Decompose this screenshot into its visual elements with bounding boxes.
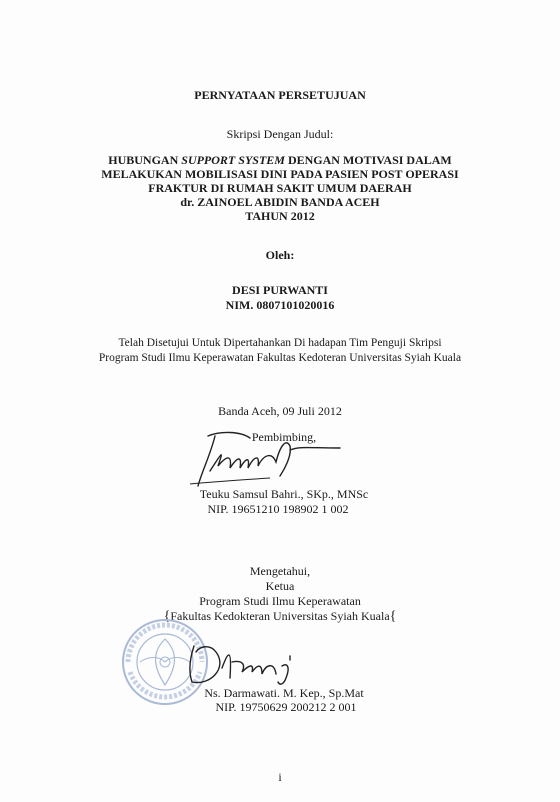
title-line3: FRAKTUR DI RUMAH SAKIT UMUM DAERAH bbox=[148, 181, 412, 195]
title-line5: TAHUN 2012 bbox=[245, 209, 315, 223]
known-label: Mengetahui, bbox=[249, 564, 311, 578]
approval-line2: Program Studi Ilmu Keperawatan Fakultas Kedoteran Universitas Syiah Kuala bbox=[98, 352, 462, 364]
author-name: DESI PURWANTI bbox=[232, 283, 328, 297]
place-date: Banda Aceh, 09 Juli 2012 bbox=[218, 404, 342, 418]
bracket-right-mark: { bbox=[389, 609, 397, 624]
title-line1-a: HUBUNGAN bbox=[108, 153, 179, 167]
page-number: i bbox=[278, 770, 282, 784]
by-label: Oleh: bbox=[265, 248, 295, 262]
head-unit2: {Fakultas Kedokteran Universitas Syiah Kuala{ bbox=[163, 609, 397, 624]
head-unit1: Program Studi Ilmu Keperawatan bbox=[199, 594, 361, 608]
thesis-title bbox=[0, 153, 560, 223]
advisor-name: Teuku Samsul Bahri., SKp., MNSc bbox=[199, 487, 369, 501]
head-role: Ketua bbox=[265, 579, 295, 593]
head-name: Ns. Darmawati. M. Kep., Sp.Mat bbox=[204, 686, 364, 700]
title-line2: MELAKUKAN MOBILISASI DINI PADA PASIEN POST OPERASI bbox=[101, 167, 459, 181]
title-line4: dr. ZAINOEL ABIDIN BANDA ACEH bbox=[180, 195, 380, 209]
author-nim: NIM. 0807101020016 bbox=[225, 298, 335, 312]
bracket-left-mark: { bbox=[163, 609, 171, 624]
page-heading: PERNYATAAN PERSETUJUAN bbox=[194, 88, 366, 102]
title-line1-c: DENGAN MOTIVASI DALAM bbox=[287, 153, 452, 167]
advisor-role: Pembimbing, bbox=[251, 430, 317, 444]
head-nip: NIP. 19750629 200212 2 001 bbox=[215, 700, 357, 714]
advisor-signature bbox=[180, 426, 350, 496]
advisor-nip: NIP. 19651210 198902 1 002 bbox=[207, 502, 349, 516]
intro-text: Skripsi Dengan Judul: bbox=[226, 127, 334, 141]
head-signature bbox=[170, 638, 330, 688]
title-line1-italic: SUPPORT SYSTEM bbox=[181, 153, 285, 167]
approval-line1: Telah Disetujui Untuk Dipertahankan Di hadapan Tim Penguji Skripsi bbox=[118, 337, 442, 349]
